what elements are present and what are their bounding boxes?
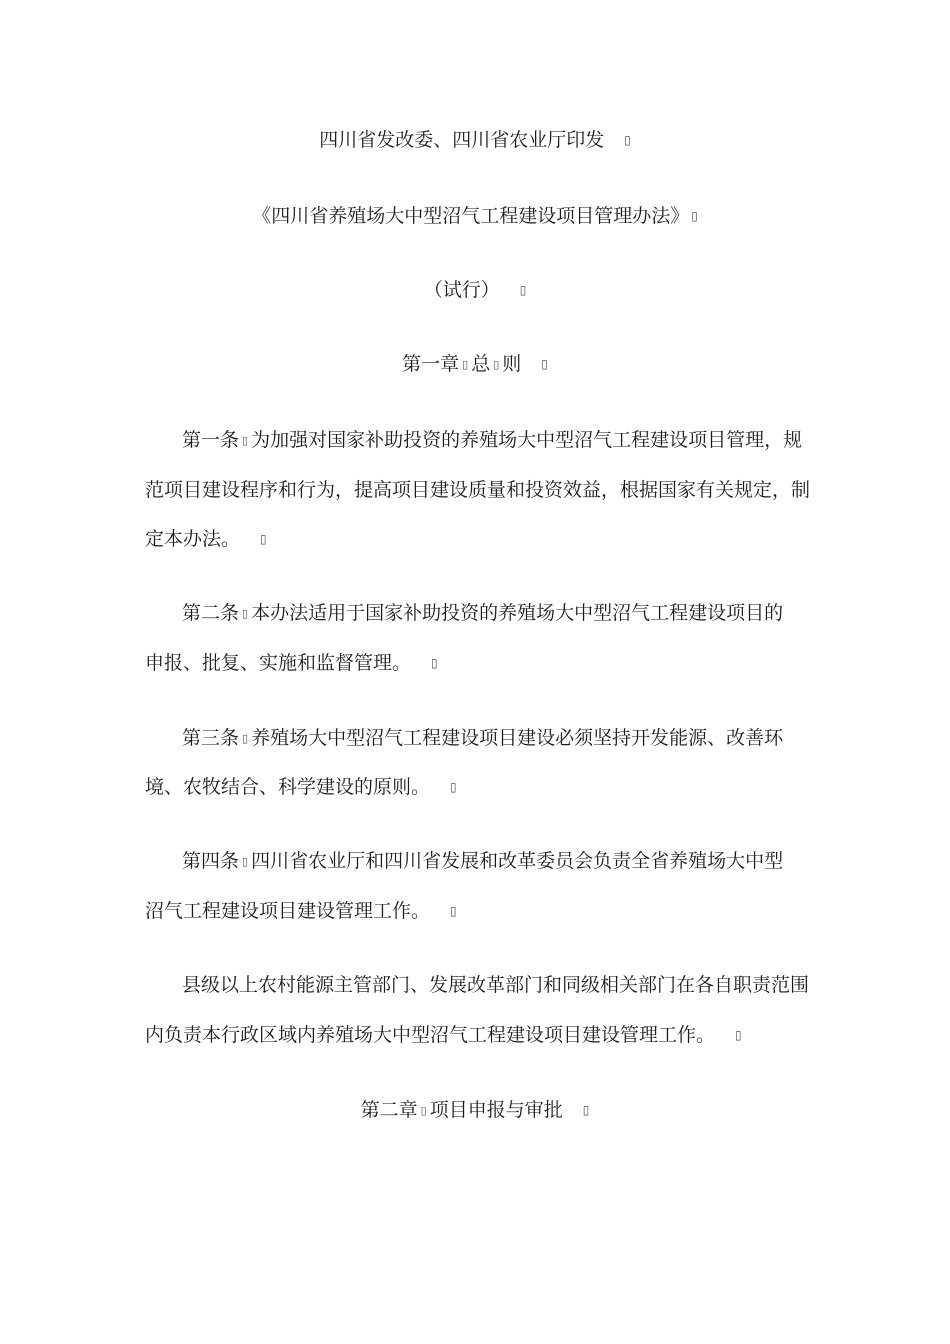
- article-4-text-2: 沼气工程建设项目建设管理工作。: [145, 900, 431, 922]
- paragraph-5-text-2: 内负责本行政区域内养殖场大中型沼气工程建设项目建设管理工作。: [145, 1024, 716, 1046]
- title-text-1: 四川省发改委、四川省农业厅印发: [319, 129, 605, 151]
- chapter-1-number: 第一章: [402, 353, 460, 375]
- article-4-text-1: 四川省农业厅和四川省发展和改革委员会负责全省养殖场大中型: [251, 850, 784, 872]
- missing-glyph-marker: ▯: [519, 283, 527, 297]
- missing-glyph-marker: ▯: [462, 358, 469, 371]
- missing-glyph-marker: ▯: [624, 133, 631, 147]
- missing-glyph-marker: ▯: [450, 904, 457, 918]
- missing-glyph-marker: ▯: [493, 358, 500, 371]
- article-4-line-2: [145, 899, 457, 923]
- article-2-text-2: 申报、批复、实施和监督管理。: [145, 652, 412, 674]
- article-1-line-2: [145, 478, 810, 502]
- article-3-line-2: [145, 775, 457, 799]
- chapter-2-heading: [0, 1098, 950, 1123]
- article-2-line-2: [145, 651, 438, 675]
- paragraph-5-line-1: [182, 973, 809, 997]
- chapter-1-title-a: 总: [471, 353, 491, 375]
- article-1-line-1: [182, 428, 802, 453]
- chapter-1-heading: [0, 352, 950, 377]
- title-line-3: [0, 278, 950, 302]
- missing-glyph-marker: ▯: [242, 607, 249, 620]
- missing-glyph-marker: ▯: [691, 209, 698, 223]
- article-2-text-1: 本办法适用于国家补助投资的养殖场大中型沼气工程建设项目的: [251, 602, 784, 624]
- missing-glyph-marker: ▯: [242, 855, 249, 868]
- article-2-line-1: [182, 601, 783, 626]
- missing-glyph-marker: ▯: [541, 357, 548, 371]
- missing-glyph-marker: ▯: [242, 732, 249, 745]
- title-line-1: [0, 128, 950, 152]
- missing-glyph-marker: ▯: [260, 532, 267, 546]
- article-3-label: 第三条: [182, 727, 240, 749]
- article-1-text-1: 为加强对国家补助投资的养殖场大中型沼气工程建设项目管理，规: [251, 429, 803, 451]
- missing-glyph-marker: ▯: [735, 1028, 742, 1042]
- chapter-2-title: 项目申报与审批: [429, 1099, 563, 1121]
- article-3-text-2: 境、农牧结合、科学建设的原则。: [145, 776, 431, 798]
- title-text-2: 《四川省养殖场大中型沼气工程建设项目管理办法》: [252, 205, 690, 227]
- article-3-line-1: [182, 726, 783, 751]
- article-1-text-3: 定本办法。: [145, 528, 241, 550]
- article-4-label: 第四条: [182, 850, 240, 872]
- missing-glyph-marker: ▯: [420, 1104, 427, 1117]
- paragraph-5-line-2: [145, 1023, 742, 1047]
- title-line-2: [0, 204, 950, 228]
- chapter-1-title-b: 则: [502, 353, 522, 375]
- article-3-text-1: 养殖场大中型沼气工程建设项目建设必须坚持开发能源、改善环: [251, 727, 784, 749]
- paragraph-5-text-1: 县级以上农村能源主管部门、发展改革部门和同级相关部门在各自职责范围: [182, 974, 810, 996]
- article-2-label: 第二条: [182, 602, 240, 624]
- article-1-text-2: 范项目建设程序和行为，提高项目建设质量和投资效益，根据国家有关规定，制: [145, 479, 811, 501]
- chapter-2-number: 第二章: [360, 1099, 418, 1121]
- missing-glyph-marker: ▯: [431, 656, 438, 670]
- article-1-label: 第一条: [182, 429, 240, 451]
- missing-glyph-marker: ▯: [582, 1103, 590, 1117]
- article-1-line-3: [145, 527, 267, 551]
- article-4-line-1: [182, 849, 783, 874]
- missing-glyph-marker: ▯: [242, 434, 249, 447]
- missing-glyph-marker: ▯: [450, 780, 457, 794]
- title-text-3: （试行）: [423, 279, 500, 301]
